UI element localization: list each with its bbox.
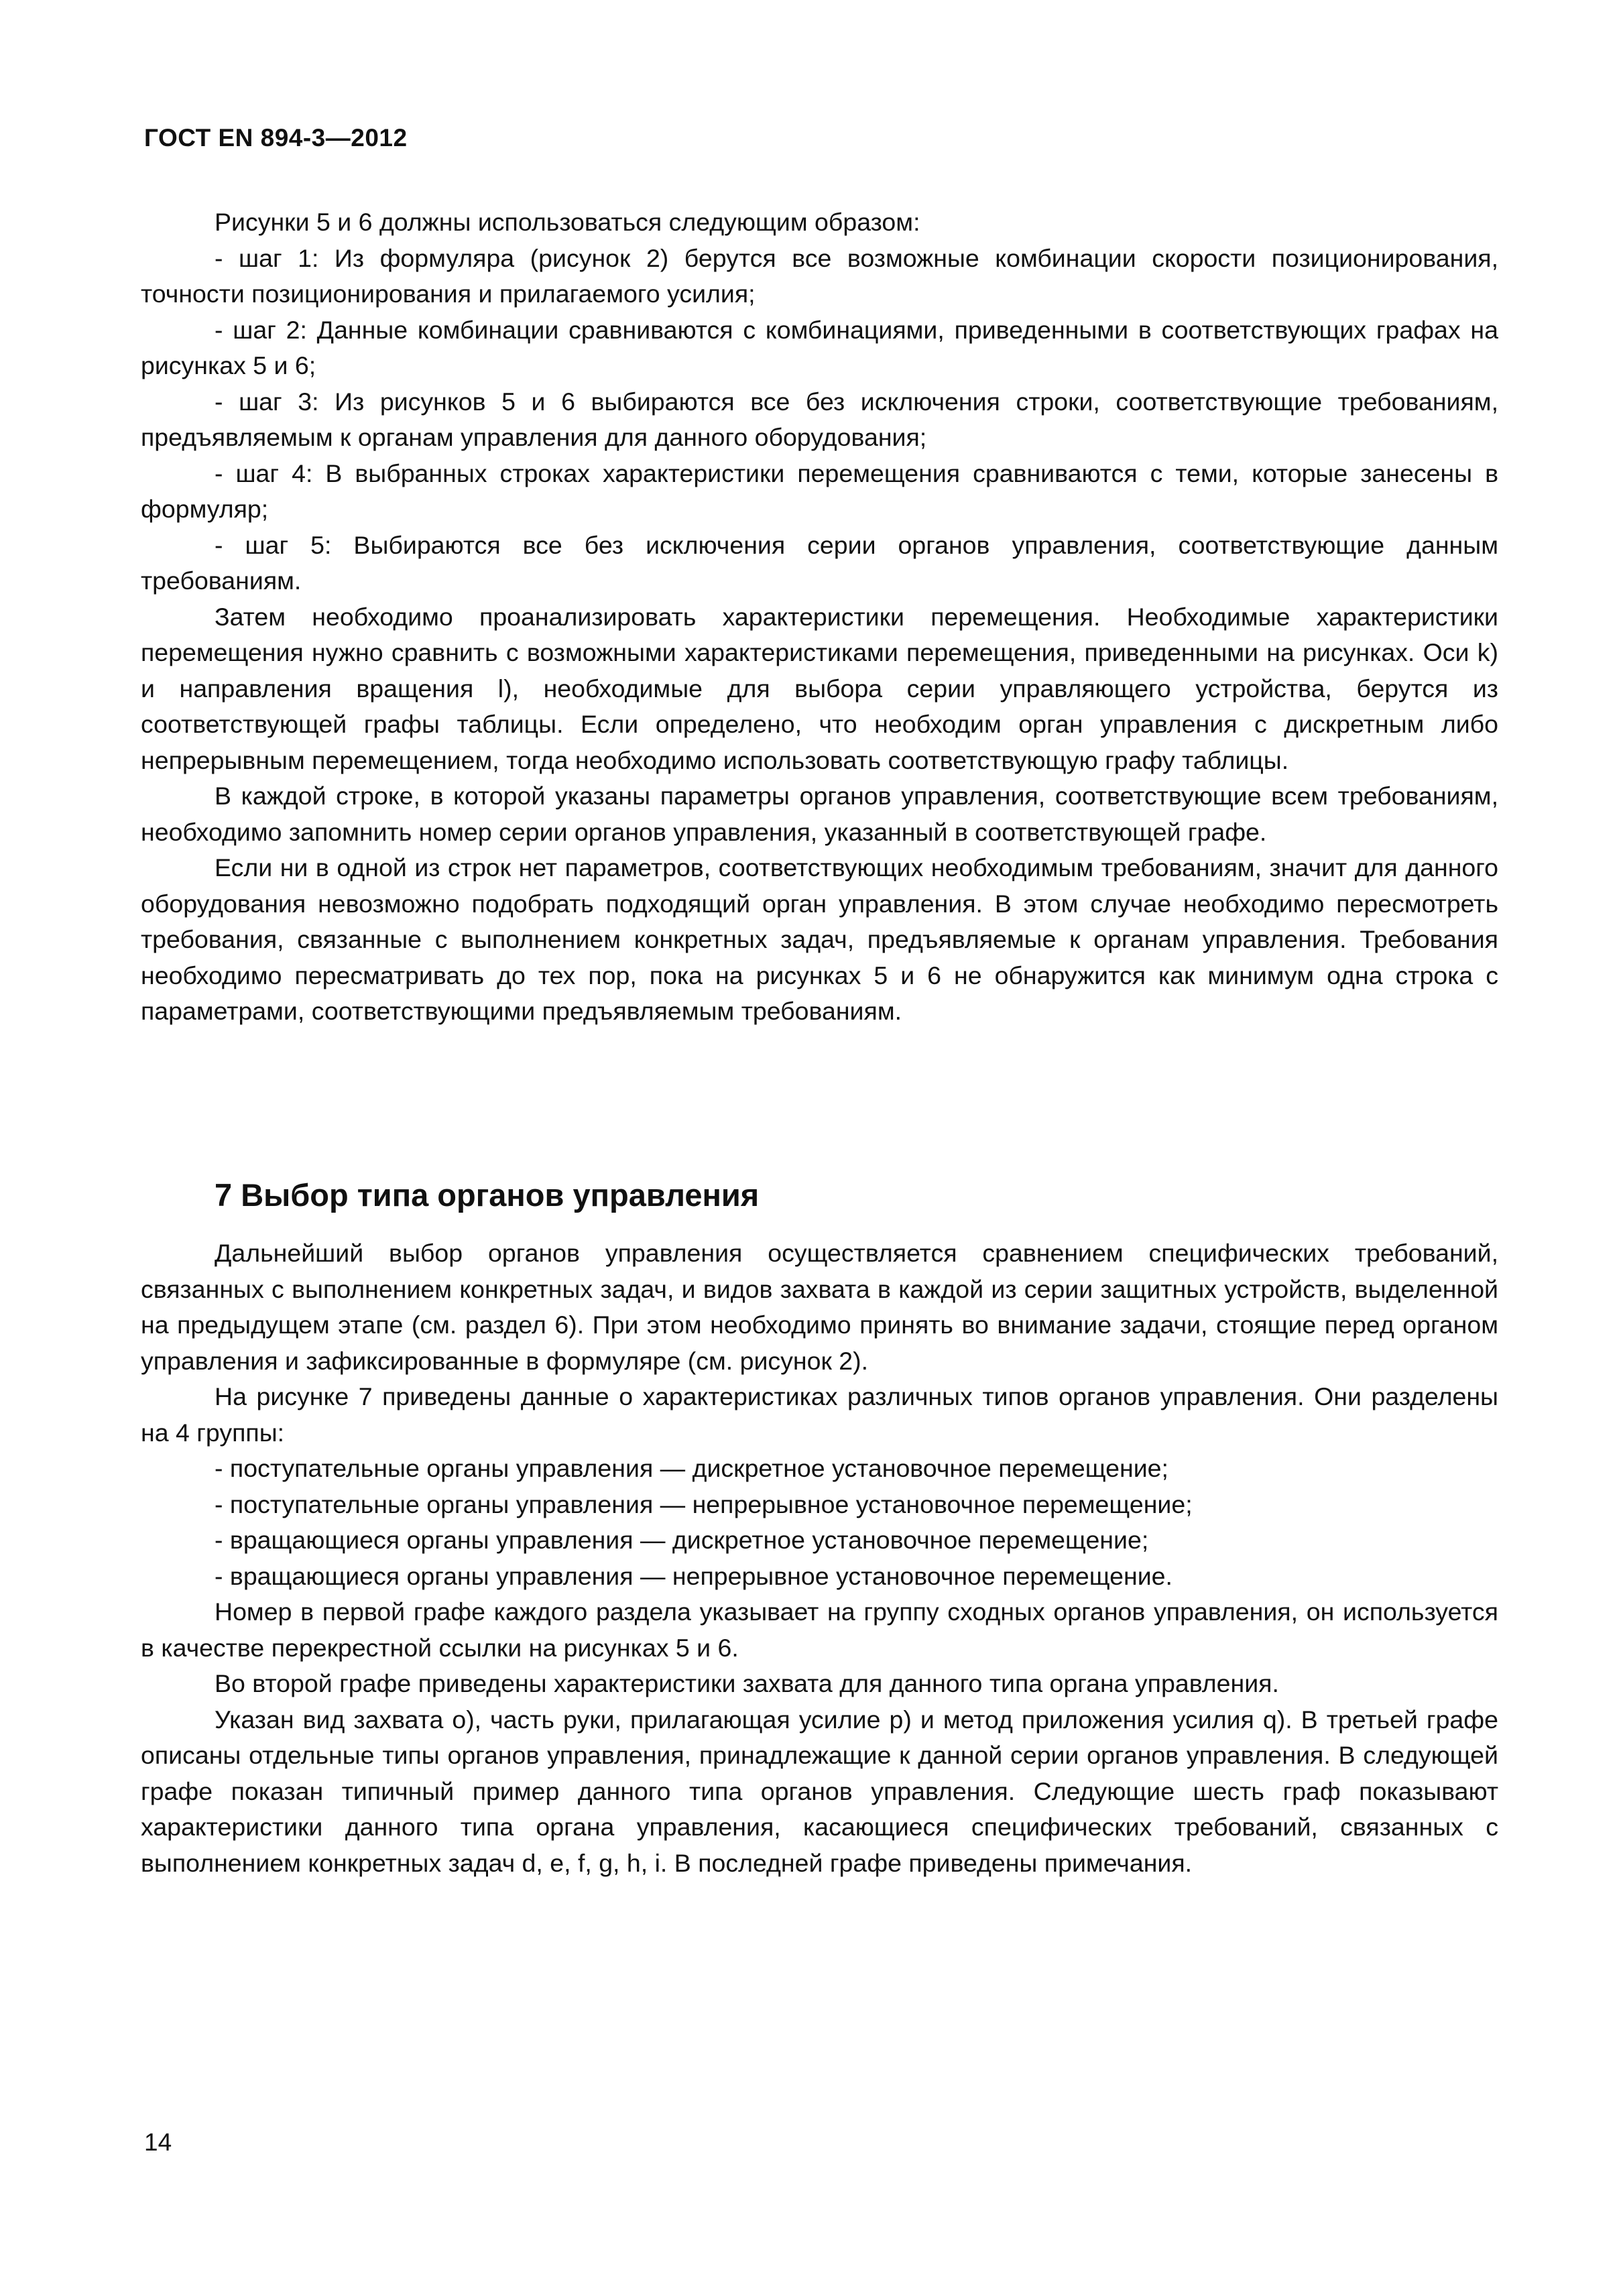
step-5: - шаг 5: Выбираются все без исключения серии органов управления, соответствующие данным требованиям. (141, 530, 1498, 595)
section7-block (141, 1235, 1498, 1881)
group-item-1: - поступательные органы управления — дискретное установочное перемещение; (215, 1454, 1168, 1482)
section7-paragraph-1: Дальнейший выбор органов управления осуществляется сравнением специфических требований, связанных с выполнением конкретных задач, и видов захвата в каждой из серии защитных устройств, выделенной на предыдущем этапе (см. раздел 6). При этом необходимо принять во внимание задачи, стоящие перед органом управления и зафиксированные в формуляре (см. рисунок 2). (141, 1239, 1498, 1375)
step-1: - шаг 1: Из формуляра (рисунок 2) берутся все возможные комбинации скорости позиционирования, точности позиционирования и прилагаемого усилия; (141, 243, 1498, 308)
page-number: 14 (144, 2128, 172, 2156)
group-item-4: - вращающиеся органы управления — непрерывное установочное перемещение. (215, 1561, 1173, 1590)
step-2: - шаг 2: Данные комбинации сравниваются с комбинациями, приведенными в соответствующих графах на рисунках 5 и 6; (141, 315, 1498, 379)
intro-lead: Рисунки 5 и 6 должны использоваться следующим образом: (215, 208, 920, 236)
section7-paragraph-5: Указан вид захвата o), часть руки, прилагающая усилие p) и метод приложения усилия q). В третьей графе описаны отдельные типы органов управления, принадлежащие к данной серии органов управления. В следующей графе показан типичный пример данного типа органов управления. Следующие шесть граф показывают характеристики данного типа органа управления, касающиеся специфических требований, связанных с выполнением конкретных задач d, e, f, g, h, i. В последней графе приведены примечания. (141, 1705, 1498, 1877)
section-heading: 7 Выбор типа органов управления (215, 1177, 760, 1213)
step-3: - шаг 3: Из рисунков 5 и 6 выбираются все без исключения строки, соответствующие требованиям, предъявляемым к органам управления для данного оборудования; (141, 387, 1498, 451)
section7-paragraph-3: Номер в первой графе каждого раздела указывает на группу сходных органов управления, он используется в качестве перекрестной ссылки на рисунках 5 и 6. (141, 1597, 1498, 1662)
section7-paragraph-2: На рисунке 7 приведены данные о характеристиках различных типов органов управления. Они разделены на 4 группы: (141, 1382, 1498, 1447)
paragraph-remember-series: В каждой строке, в которой указаны параметры органов управления, соответствующие всем требованиям, необходимо запомнить номер серии органов управления, указанный в соответствующей графе. (141, 782, 1498, 846)
group-item-2: - поступательные органы управления — непрерывное установочное перемещение; (215, 1490, 1193, 1518)
paragraph-revise-requirements: Если ни в одной из строк нет параметров, соответствующих необходимым требованиям, значит для данного оборудования невозможно подобрать подходящий орган управления. В этом случае необходимо пересмотреть требования, связанные с выполнением конкретных задач, предъявляемые к органам управления. Требования необходимо пересматривать до тех пор, пока на рисунках 5 и 6 не обнаружится как минимум одна строка с параметрами, соответствующими предъявляемым требованиям. (141, 853, 1498, 1025)
group-item-3: - вращающиеся органы управления — дискретное установочное перемещение; (215, 1526, 1149, 1554)
step-4: - шаг 4: В выбранных строках характеристики перемещения сравниваются с теми, которые занесены в формуляр; (141, 459, 1498, 523)
document-header: ГОСТ EN 894-3—2012 (144, 124, 408, 152)
intro-block (141, 204, 1498, 1030)
paragraph-movement: Затем необходимо проанализировать характеристики перемещения. Необходимые характеристики перемещения нужно сравнить с возможными характеристиками перемещения, приведенными на рисунках. Оси k) и направления вращения l), необходимые для выбора серии управляющего устройства, берутся из соответствующей графы таблицы. Если определено, что необходим орган управления с дискретным либо непрерывным перемещением, тогда необходимо использовать соответствующую графу таблицы. (141, 602, 1498, 774)
section7-paragraph-4: Во второй графе приведены характеристики захвата для данного типа органа управления. (215, 1669, 1279, 1697)
